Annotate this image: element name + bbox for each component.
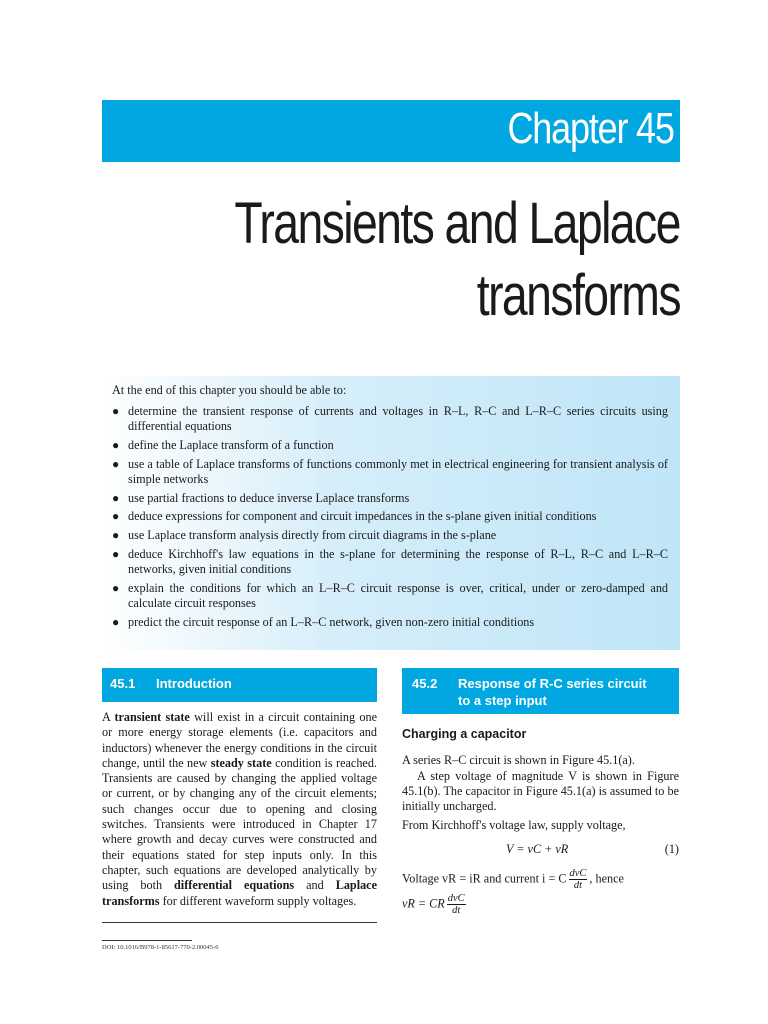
objective-text: deduce Kirchhoff's law equations in the s-plane for determining the response of R–L, R–C and L–R–C networks, given initial conditions	[128, 546, 668, 577]
chapter-title-line2: transforms	[476, 263, 680, 328]
rc-response-column	[402, 727, 679, 916]
objective-item	[112, 528, 668, 543]
footnote-short-rule	[102, 940, 192, 941]
bullet-icon: ●	[112, 456, 120, 471]
text-run: for different waveform supply voltages.	[159, 893, 357, 908]
equation-1: V = vC + vR	[506, 841, 569, 856]
bullet-icon: ●	[112, 528, 120, 543]
objectives-intro: At the end of this chapter you should be able to:	[112, 383, 347, 397]
learning-objectives-box	[102, 376, 680, 650]
doi-footnote: DOI: 10.1016/B978-1-85617-770-2.00045-6	[102, 944, 219, 951]
paragraph-kirchhoff: From Kirchhoff's voltage law, supply voltage,	[402, 818, 626, 833]
footnote-divider	[102, 922, 377, 923]
chapter-label: Chapter 45	[507, 104, 674, 153]
paragraph-step-voltage: A step voltage of magnitude V is shown in Figure 45.1(b). The capacitor in Figure 45.1(a) is assumed to be initially uncharged.	[402, 768, 679, 814]
section-number: 45.1	[110, 676, 136, 691]
objective-text: explain the conditions for which an L–R–C circuit response is over, critical, under or zero-damped and calculate circuit responses	[128, 580, 668, 610]
subheading-charging-capacitor: Charging a capacitor	[402, 727, 527, 741]
vr-equation-line	[402, 893, 679, 916]
objective-text: define the Laplace transform of a function	[128, 437, 334, 452]
chapter-banner	[102, 100, 680, 162]
paragraph-series-rc: A series R–C circuit is shown in Figure 45.1(a).	[402, 753, 635, 768]
chapter-title	[120, 188, 680, 332]
fraction-denominator: dt	[573, 879, 583, 891]
objective-item	[112, 491, 668, 506]
term-differential-equations: differential equations	[174, 878, 295, 893]
equation-1-number: (1)	[664, 841, 679, 856]
objective-item	[112, 457, 668, 488]
bullet-icon: ●	[112, 580, 120, 595]
text-run: , hence	[589, 871, 624, 886]
fraction-numerator: dvC	[569, 867, 587, 879]
chapter-title-line1: Transients and Laplace	[234, 191, 680, 256]
objective-text: use partial fractions to deduce inverse Laplace transforms	[128, 490, 410, 505]
objective-text: use Laplace transform analysis directly from circuit diagrams in the s-plane	[128, 528, 497, 543]
term-transient-state: transient state	[114, 710, 190, 724]
objective-text: deduce expressions for component and circuit impedances in the s-plane given initial conditions	[128, 509, 597, 524]
objective-item	[112, 615, 668, 630]
bullet-icon: ●	[112, 490, 120, 505]
text-run: vR = CR	[402, 896, 445, 911]
text-run: condition is reached. Transients are caused by changing the applied voltage or current, or by changing any of the circuit elements; such changes occur due to opening and closing switches. Transients were introduced in Chapter 17 where growth and decay curves were constructed and their equations stated for step inputs only. In this chapter, such equations are developed analytically by using both	[102, 755, 377, 893]
objectives-list	[112, 404, 668, 630]
objective-item	[112, 438, 668, 453]
bullet-icon: ●	[112, 509, 120, 524]
voltage-current-line	[402, 868, 679, 891]
bullet-icon: ●	[112, 614, 120, 629]
objective-text: use a table of Laplace transforms of functions commonly met in electrical engineering for transient analysis of simple networks	[128, 456, 668, 486]
section-title-line1: Response of R-C series circuit	[458, 676, 647, 691]
objective-text: determine the transient response of currents and voltages in R–L, R–C and L–R–C series circuits using differential equations	[128, 404, 668, 434]
text-run: will exist in a circuit containing one or more energy storage elements (i.e. capacitors and inductors) whenever the energy conditions in the circuit change, until the new	[102, 710, 377, 770]
fraction-numerator: dvC	[447, 892, 465, 904]
term-steady-state: steady state	[210, 755, 272, 770]
introduction-column	[102, 710, 377, 909]
introduction-paragraph	[102, 710, 377, 909]
term-laplace-transforms: Laplace transforms	[102, 878, 377, 908]
objective-item	[112, 547, 668, 578]
objective-item	[112, 581, 668, 612]
text-run: and	[294, 878, 336, 893]
fraction-dvc-dt	[569, 868, 588, 891]
objective-item	[112, 404, 668, 435]
bullet-icon: ●	[112, 546, 120, 561]
section-heading-line1	[412, 675, 679, 692]
section-title: Introduction	[156, 676, 232, 691]
text-run: Voltage vR = iR and current i = C	[402, 871, 567, 886]
section-number: 45.2	[412, 676, 438, 691]
text-run: A	[102, 710, 115, 724]
objective-text: predict the circuit response of an L–R–C network, given non-zero initial conditions	[128, 614, 535, 629]
bullet-icon: ●	[112, 437, 120, 452]
objective-item	[112, 509, 668, 524]
fraction-dvc-dt	[447, 893, 466, 916]
section-heading-introduction	[102, 668, 377, 702]
section-title-line2: to a step input	[458, 693, 547, 708]
bullet-icon: ●	[112, 404, 120, 418]
section-heading-rc-response	[402, 668, 679, 714]
equation-1-line	[402, 842, 679, 864]
fraction-denominator: dt	[452, 904, 461, 916]
